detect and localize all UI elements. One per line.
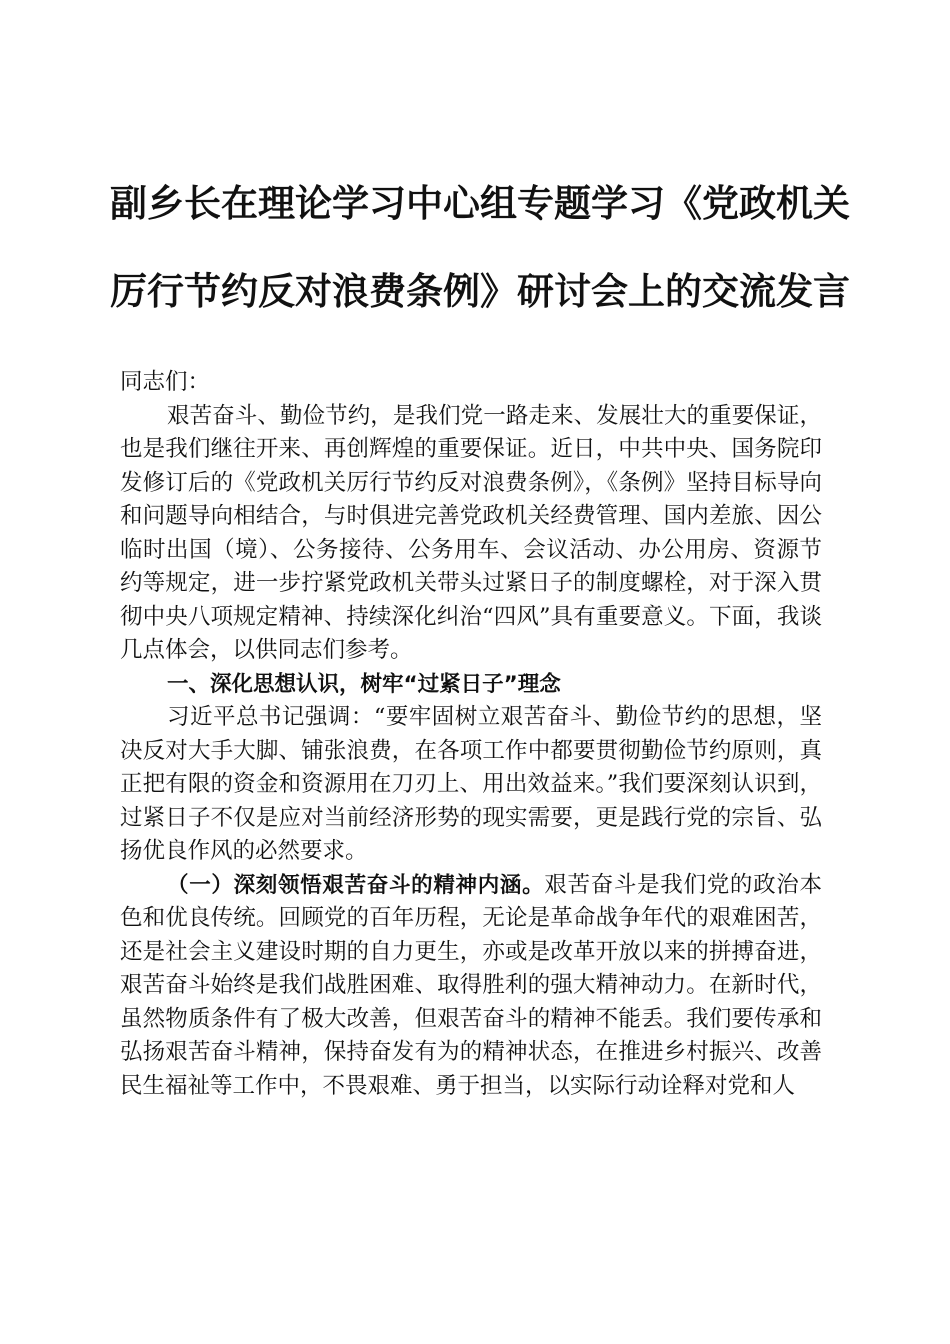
title-line-1: 副乡长在理论学习中心组专题学习《党政机关 [110, 182, 850, 225]
title-line-2: 厉行节约反对浪费条例》研讨会上的交流发言 [110, 270, 850, 313]
subsection-1-paragraph [120, 869, 822, 1104]
subsection-1-heading: （一）深刻领悟艰苦奋斗的精神内涵。 [167, 872, 545, 898]
subsection-1-text: 艰苦奋斗是我们党的政治本色和优良传统。回顾党的百年历程，无论是革命战争年代的艰难困苦，还是社会主义建设时期的自力更生，亦或是改革开放以来的拼搏奋进，艰苦奋斗始终是我们战胜困难、取得胜利的强大精神动力。在新时代，虽然物质条件有了极大改善，但艰苦奋斗的精神不能丢。我们要传承和弘扬艰苦奋斗精神，保持奋发有为的精神状态，在推进乡村振兴、改善民生福祉等工作中，不畏艰难、勇于担当，以实际行动诠释对党和人 [120, 871, 822, 1099]
salutation: 同志们： [120, 369, 211, 395]
section-1-paragraph: 习近平总书记强调：“要牢固树立艰苦奋斗、勤俭节约的思想，坚决反对大手大脚、铺张浪费，在各项工作中都要贯彻勤俭节约原则，真正把有限的资金和资源用在刀刃上、用出效益来。”我们要深刻认识到，过紧日子不仅是应对当前经济形势的现实需要，更是践行党的宗旨、弘扬优良作风的必然要求。 [120, 704, 822, 864]
document-title [100, 160, 860, 336]
section-1-heading: 一、深化思想认识，树牢“过紧日子”理念 [167, 671, 561, 697]
document-body [120, 366, 822, 1103]
intro-paragraph: 艰苦奋斗、勤俭节约，是我们党一路走来、发展壮大的重要保证，也是我们继往开来、再创辉煌的重要保证。近日，中共中央、国务院印发修订后的《党政机关厉行节约反对浪费条例》，《条例》坚持目标导向和问题导向相结合，与时俱进完善党政机关经费管理、国内差旅、因公临时出国（境）、公务接待、公务用车、会议活动、办公用房、资源节约等规定，进一步拧紧党政机关带头过紧日子的制度螺栓，对于深入贯彻中央八项规定精神、持续深化纠治“四风”具有重要意义。下面，我谈几点体会，以供同志们参考。 [120, 402, 822, 663]
